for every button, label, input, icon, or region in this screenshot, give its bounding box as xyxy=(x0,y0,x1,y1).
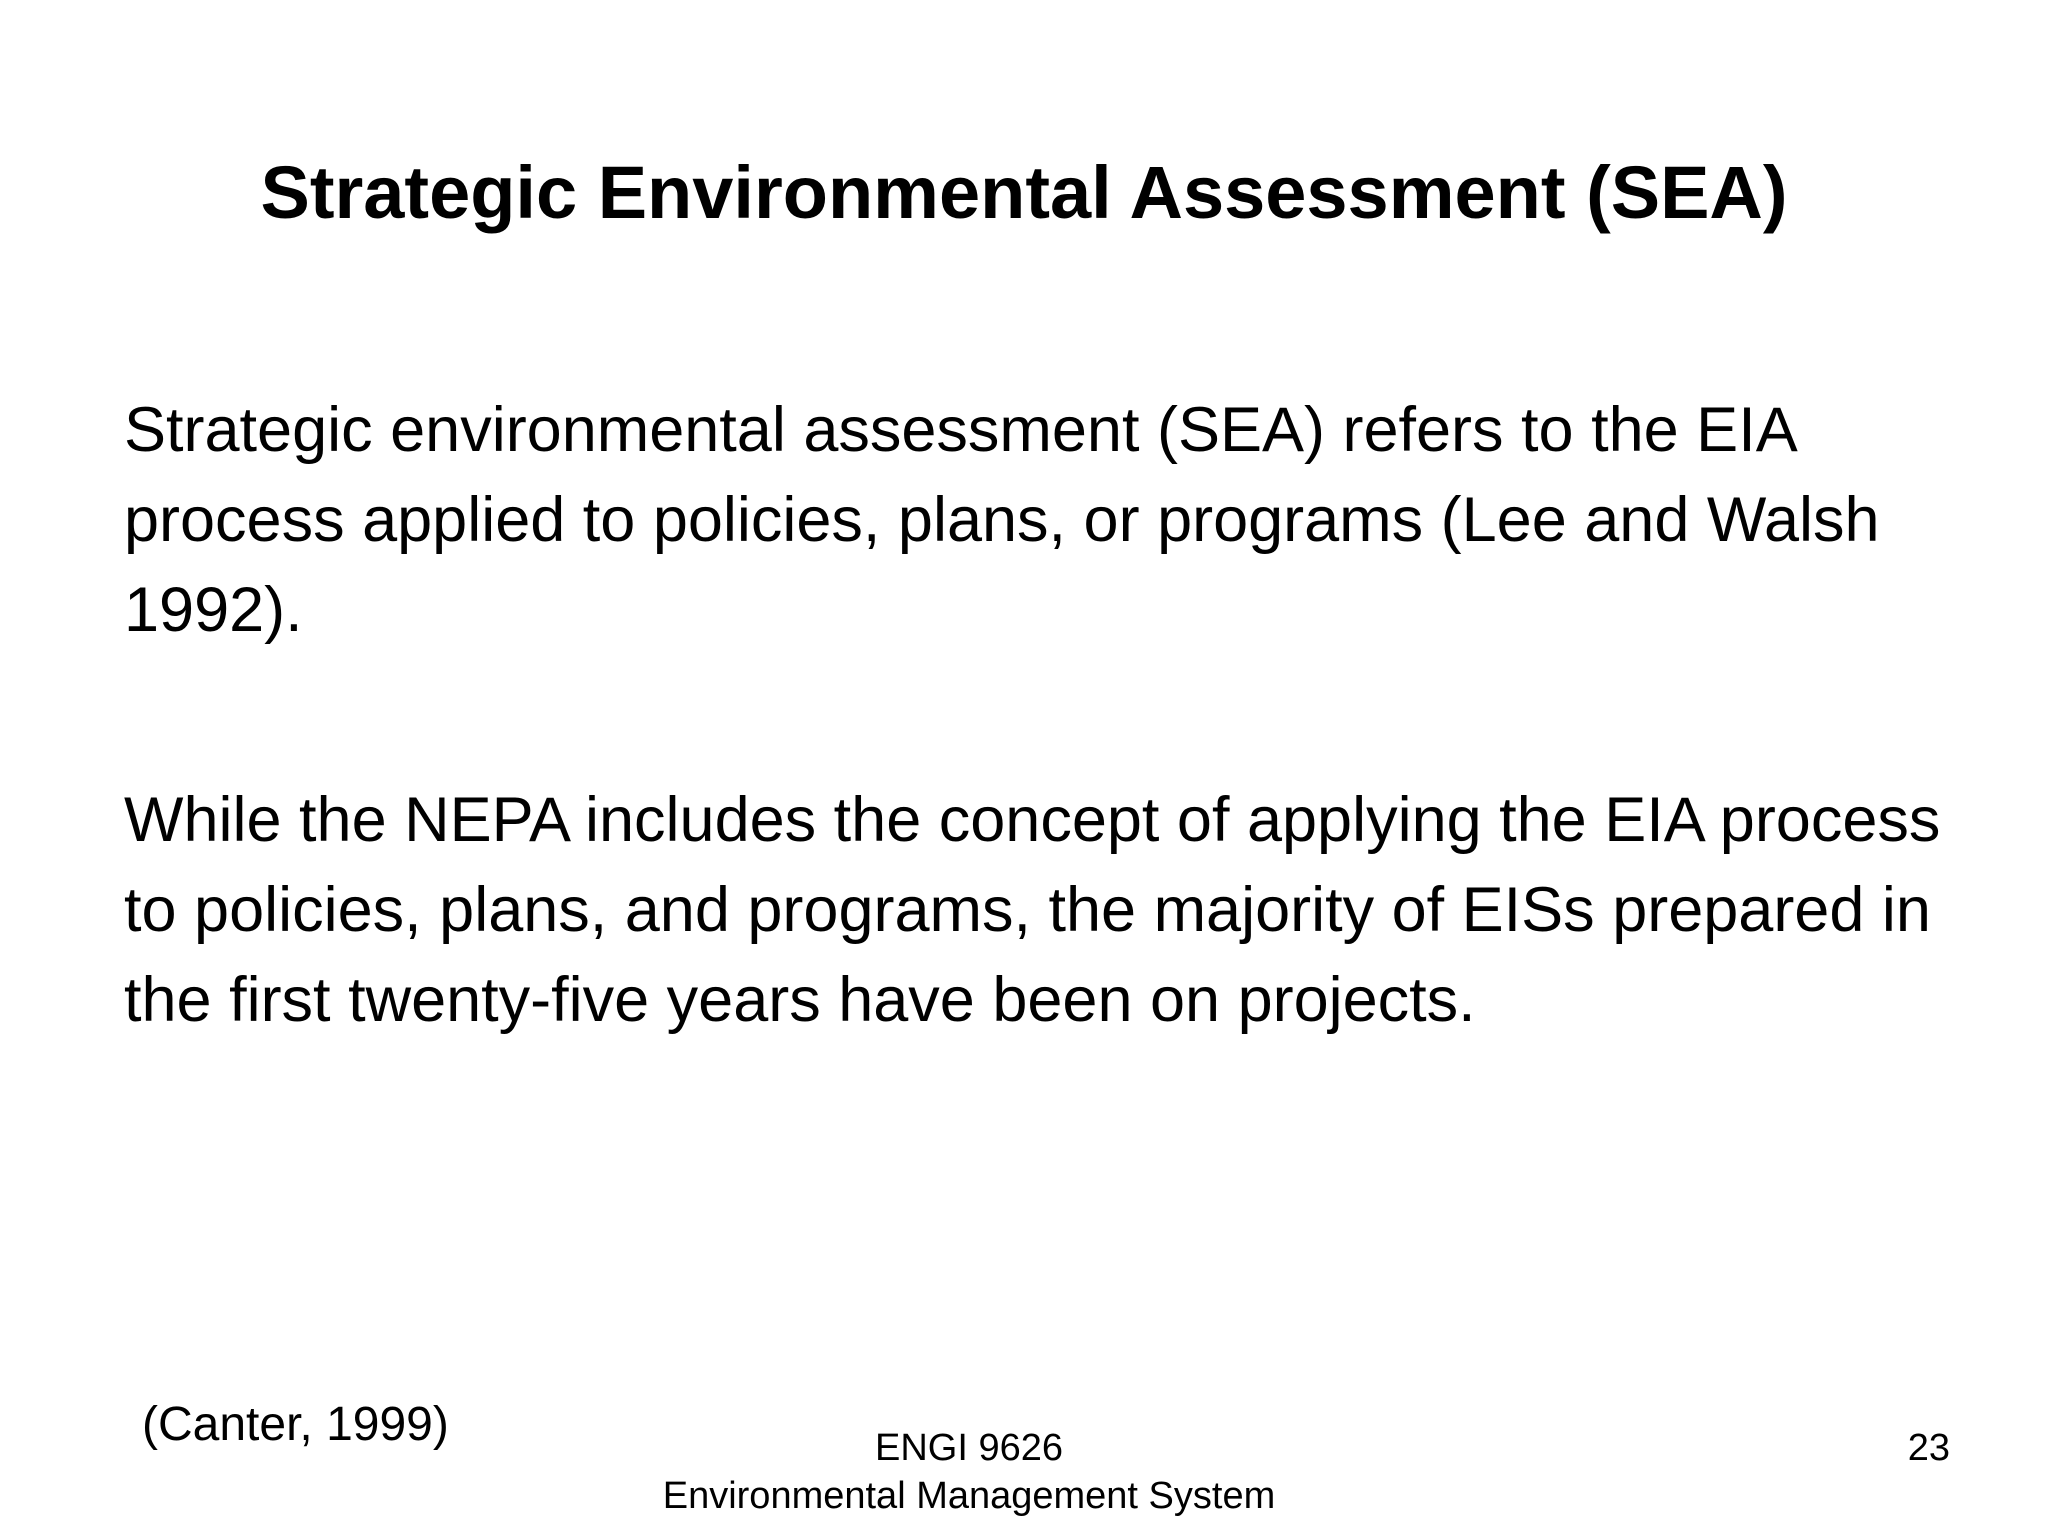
slide-title: Strategic Environmental Assessment (SEA) xyxy=(260,151,1788,234)
paragraph-sea-definition: Strategic environmental assessment (SEA) refers to the EIA process applied to policies, plans, or programs (Lee and Walsh 1992). xyxy=(124,395,1880,645)
page-number: 23 xyxy=(1907,1427,1950,1469)
paragraph-nepa-application: While the NEPA includes the concept of applying the EIA process to policies, plans, and programs, the majority of EISs prepared in the first twenty-five years have been on projects. xyxy=(124,785,1941,1035)
footer-course-info xyxy=(0,1424,1938,1520)
citation: (Canter, 1999) xyxy=(142,1398,449,1451)
footer-course-code: ENGI 9626 xyxy=(875,1427,1063,1469)
footer-course-name: Environmental Management System xyxy=(662,1475,1276,1517)
